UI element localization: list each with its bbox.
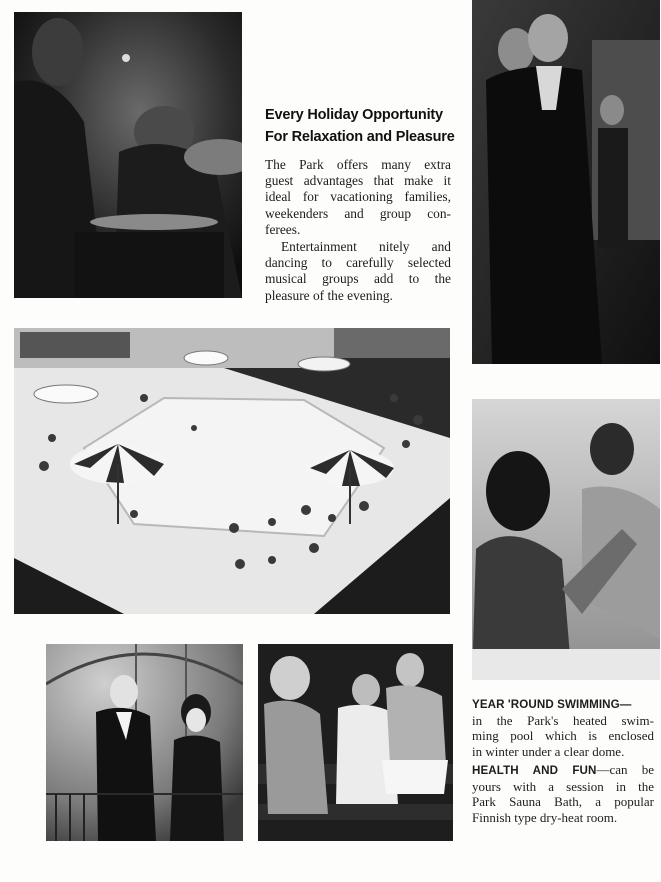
photo-sauna-group — [258, 644, 453, 841]
text-line: guest advantages that make it — [265, 173, 451, 189]
caption-swimming — [472, 697, 654, 759]
caption-line: ming pool which is enclosed — [472, 728, 654, 744]
caption-sauna — [472, 762, 654, 825]
text-line: The Park offers many extra — [265, 157, 451, 172]
caption-first-line — [472, 762, 654, 779]
paragraph-guest-advantages — [265, 157, 451, 238]
photo-dancing-couple — [472, 0, 660, 364]
intro-copy — [265, 157, 451, 305]
caption-line: in winter under a clear dome. — [472, 743, 625, 759]
caption-lead: YEAR 'ROUND SWIMMING— — [472, 698, 632, 711]
photo-musicians — [14, 12, 242, 298]
section-heading — [265, 104, 465, 148]
text-line: pleasure of the evening. — [265, 287, 393, 303]
caption-line: yours with a session in the — [472, 778, 654, 794]
text-line: dancing to carefully selected — [265, 255, 451, 271]
caption-line: in the Park's heated swim- — [472, 712, 654, 728]
photo-pool-aerial — [14, 328, 450, 614]
photo-swimmers-closeup — [472, 399, 660, 680]
caption-lead: HEALTH AND FUN — [472, 764, 597, 777]
caption-line: Park Sauna Bath, a popular — [472, 794, 654, 810]
text-line: ideal for vacationing families, — [265, 189, 451, 205]
caption-line: Finnish type dry-heat room. — [472, 809, 618, 825]
text-line: Entertainment nitely and — [281, 239, 451, 255]
text-line: musical groups add to the — [265, 271, 451, 287]
photo-couple-under-dome — [46, 644, 243, 841]
caption-lead-rest: —can be — [596, 762, 655, 777]
paragraph-entertainment — [265, 239, 451, 304]
text-line: ferees. — [265, 221, 301, 237]
heading-line-2: For Relaxation and Pleasure — [265, 129, 455, 145]
text-line: weekenders and group con- — [265, 205, 451, 221]
heading-line-1: Every Holiday Opportunity — [265, 107, 443, 123]
